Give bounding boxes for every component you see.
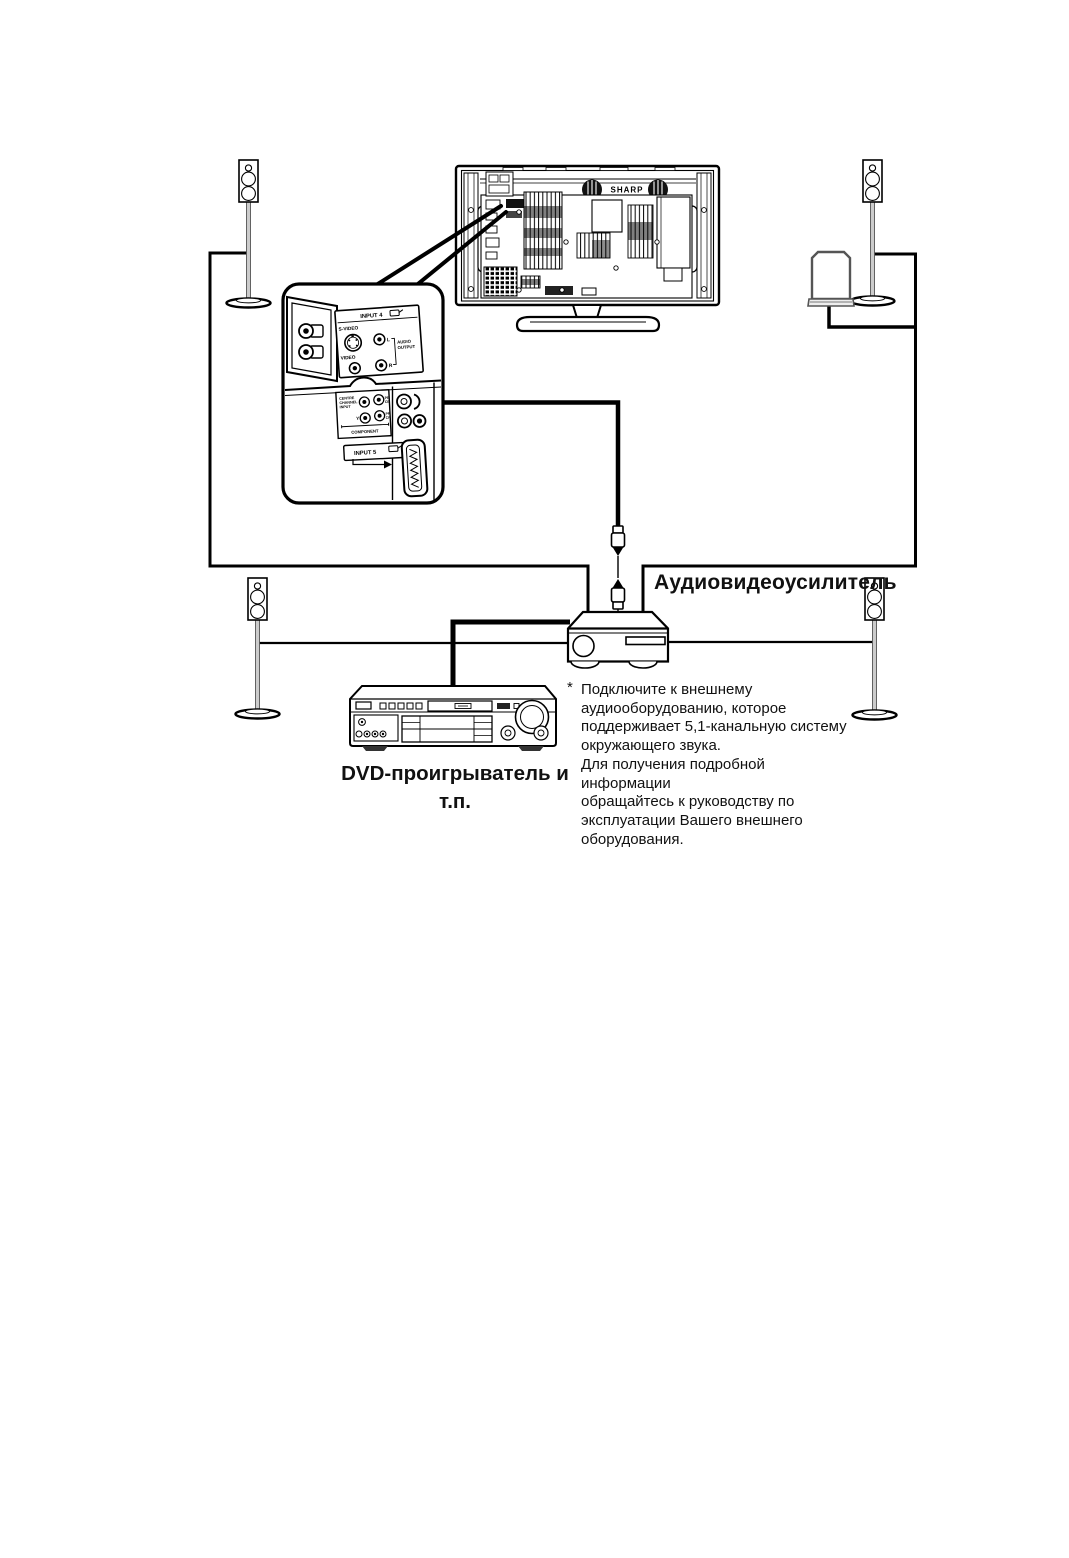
jack-r-label: R — [388, 363, 393, 370]
cutaway-plugs — [287, 297, 337, 381]
cable-tv-to-amp — [424, 403, 618, 528]
dvd-power-button — [356, 702, 371, 709]
input5-panel — [344, 442, 405, 460]
dvd-player-label — [338, 760, 572, 817]
component-label: COMPONENT — [351, 428, 379, 435]
speaker-bottom-right — [853, 578, 897, 720]
scart-connector — [401, 439, 427, 496]
pr-label: PR — [385, 411, 391, 416]
av-amplifier — [568, 612, 668, 668]
footnote-line: эксплуатации Вашего внешнего — [581, 811, 803, 829]
input4-title: INPUT 4 — [360, 312, 383, 321]
svideo-jack — [344, 334, 362, 352]
footnote-line: окружающего звука. — [581, 737, 721, 755]
speaker-top-right — [851, 160, 895, 306]
amp-knob — [573, 636, 594, 657]
footnote-asterisk: * — [567, 679, 573, 696]
cable-dvd-to-amp — [453, 622, 570, 688]
cb-label: CB — [384, 399, 390, 404]
video-label: VIDEO — [340, 355, 356, 362]
tv-rear — [456, 166, 719, 331]
input4-panel — [335, 305, 423, 378]
centre-label-1: CENTRE — [339, 396, 355, 401]
input5-title: INPUT 5 — [353, 449, 377, 458]
footnote — [567, 681, 851, 849]
rca-plug-upper — [612, 526, 625, 578]
dvd-front-jacks — [354, 715, 398, 741]
pb-label: PB — [384, 395, 390, 400]
tv-stand-base — [517, 317, 659, 331]
centre-label-2: CHANNEL — [339, 400, 358, 406]
audio-output-label-2: OUTPUT — [397, 343, 416, 351]
dvd-player — [350, 686, 556, 751]
audio-output-label-1: AUDIO — [396, 338, 412, 345]
y-label: Y — [356, 415, 360, 421]
dvd-label-line1: DVD-проигрыватель и — [341, 762, 569, 785]
footnote-line: Для получения подробной информации — [581, 755, 765, 792]
jack-l-label: L — [386, 337, 391, 344]
footnote-line: поддерживает 5,1-канальную систему — [581, 718, 847, 736]
footnote-line: оборудования. — [581, 830, 684, 848]
footnote-line: Подключите к внешнему — [581, 681, 753, 698]
footnote-line: аудиооборудованию, которое — [581, 699, 787, 717]
wire-right-loop — [643, 254, 916, 615]
speaker-top-left — [227, 160, 271, 308]
dvd-disc-tray — [428, 701, 492, 711]
speaker-bottom-left — [236, 578, 280, 719]
audio-out-l-jack — [374, 334, 386, 346]
subwoofer — [808, 252, 854, 306]
dvd-label-line2: т.п. — [438, 790, 471, 814]
amp-display — [626, 637, 665, 645]
video-jack — [349, 362, 361, 374]
dvd-display — [402, 716, 492, 742]
component-panel — [336, 390, 392, 439]
tv-brand-text: SHARP — [610, 185, 644, 195]
amplifier-label: Аудиовидеоусилитель — [654, 571, 897, 594]
svideo-label: S-VIDEO — [338, 326, 359, 333]
audio-out-r-jack — [375, 360, 387, 372]
footnote-line: обращайтесь к руководству по — [581, 793, 795, 811]
wire-subwoofer — [829, 305, 917, 327]
rca-plug-lower — [612, 579, 625, 614]
cr-label: CR — [385, 415, 391, 420]
centre-label-3: INPUT — [339, 404, 351, 410]
dvd-buttons — [380, 703, 422, 709]
